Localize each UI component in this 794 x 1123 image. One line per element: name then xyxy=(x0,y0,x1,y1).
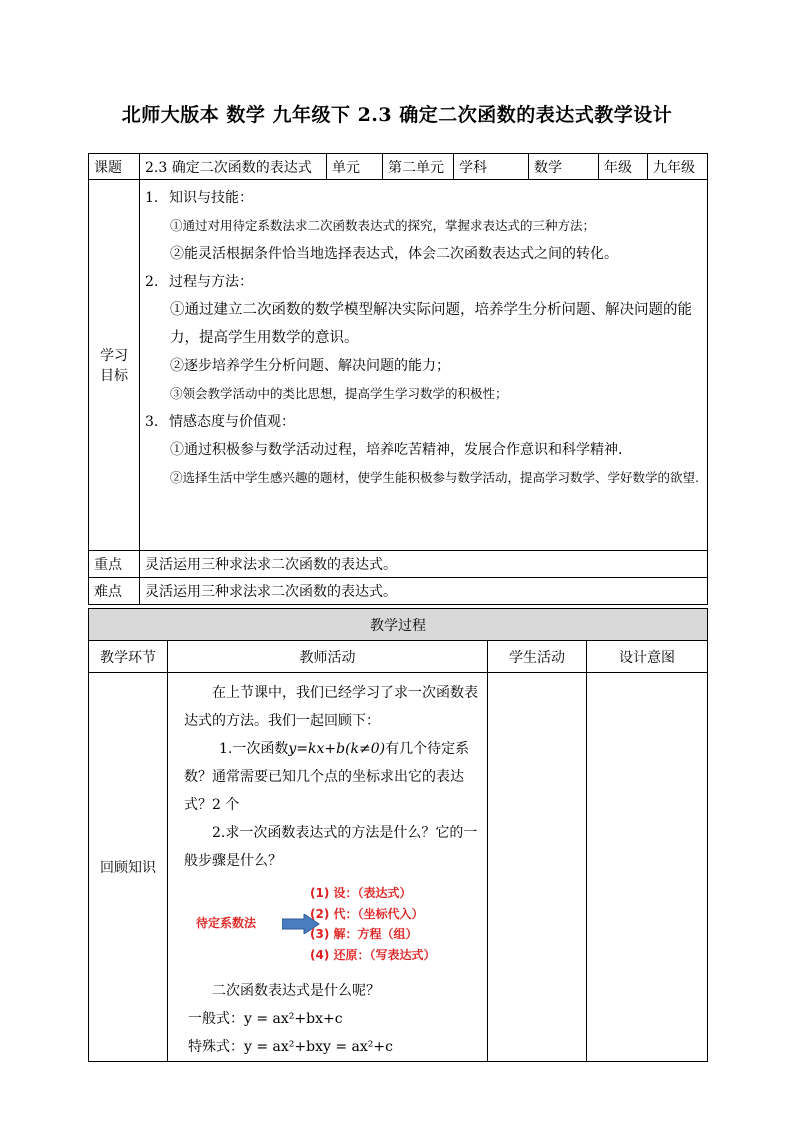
section-title: 情感态度与价值观： xyxy=(169,414,295,430)
col-intent: 设计意图 xyxy=(587,641,708,673)
difficulty-value: 灵活运用三种求法求二次函数的表达式。 xyxy=(140,578,708,605)
question-3: 二次函数表达式是什么呢？ xyxy=(212,983,380,999)
special-form-formula: y = ax²+bxy = ax²+c xyxy=(244,1039,393,1055)
objectives-content xyxy=(140,180,708,551)
stage-name: 回顾知识 xyxy=(89,673,168,1062)
method-label: 待定系数法 xyxy=(196,916,257,930)
unit-label: 单元 xyxy=(327,154,383,180)
col-teacher: 教师活动 xyxy=(168,641,488,673)
objective-item: ①通过对用待定系数法求二次函数表达式的探究，掌握求表达式的三种方法； xyxy=(170,218,596,233)
teacher-activity xyxy=(168,673,488,1062)
teaching-process-table xyxy=(88,608,708,1062)
lesson-label: 课题 xyxy=(89,154,140,180)
objective-item: ①通过建立二次函数的数学模型解决实际问题，培养学生分析问题、解决问题的能力，提高学生用数学的意识。 xyxy=(170,302,692,346)
special-form-label: 特殊式： xyxy=(188,1039,244,1055)
question-2: 2.求一次函数表达式的方法是什么？它的一般步骤是什么？ xyxy=(184,825,478,869)
key-point-label: 重点 xyxy=(89,551,140,578)
method-diagram xyxy=(184,883,481,971)
section-number: 3. xyxy=(145,414,159,430)
objective-section-1 xyxy=(140,184,707,212)
lesson-value: 2.3 确定二次函数的表达式 xyxy=(140,154,327,180)
objectives-label xyxy=(89,180,140,551)
key-point-row xyxy=(89,551,708,578)
intro-paragraph: 在上节课中，我们已经学习了求一次函数表达式的方法。我们一起回顾下： xyxy=(184,685,478,729)
process-title: 教学过程 xyxy=(89,609,708,641)
method-step: (4) 还原：（写表达式） xyxy=(310,947,436,962)
header-row xyxy=(89,154,708,180)
objective-item: ②逐步培养学生分析问题、解决问题的能力； xyxy=(170,358,450,374)
document-title: 北师大版本 数学 九年级下 2.3 确定二次函数的表达式教学设计 xyxy=(121,104,673,126)
method-step: (1) 设：（表达式） xyxy=(310,886,412,900)
general-form xyxy=(184,1005,481,1033)
question-1-rest: 有几个待定系数？通常需要已知几个点的坐标求出它的表达式？2 个 xyxy=(184,741,470,813)
objective-item: ①通过积极参与数学活动过程，培养吃苦精神，发展合作意识和科学精神. xyxy=(170,442,623,458)
special-form xyxy=(184,1033,481,1061)
design-intent xyxy=(587,673,708,1062)
section-number: 2. xyxy=(145,274,159,290)
process-title-row xyxy=(89,609,708,641)
grade-value: 九年级 xyxy=(648,154,708,180)
difficulty-row xyxy=(89,578,708,605)
col-student: 学生活动 xyxy=(488,641,587,673)
general-form-formula: y = ax²+bx+c xyxy=(244,1011,343,1027)
objective-section-3 xyxy=(140,408,707,436)
unit-value: 第二单元 xyxy=(383,154,454,180)
objective-item: ②能灵活根据条件恰当地选择表达式，体会二次函数表达式之间的转化。 xyxy=(170,246,618,262)
method-step: (3) 解：方程（组） xyxy=(310,927,418,941)
objectives-row xyxy=(89,180,708,551)
lesson-info-table xyxy=(88,153,708,605)
process-header-row xyxy=(89,641,708,673)
objectives-label-line2: 目标 xyxy=(100,368,128,384)
objective-section-2 xyxy=(140,268,707,296)
general-form-label: 一般式： xyxy=(188,1011,244,1027)
subject-value: 数学 xyxy=(529,154,599,180)
student-activity xyxy=(488,673,587,1062)
question-1 xyxy=(184,735,481,819)
linear-function-formula: y=kx+b(k≠0) xyxy=(288,741,386,757)
review-row xyxy=(89,673,708,1062)
section-number: 1. xyxy=(145,190,159,206)
question-1-lead: 1.一次函数 xyxy=(219,741,289,757)
grade-label: 年级 xyxy=(599,154,648,180)
objective-item: ③领会教学活动中的类比思想，提高学生学习数学的积极性； xyxy=(170,386,508,401)
objective-item: ②选择生活中学生感兴趣的题材，使学生能积极参与数学活动，提高学习数学、学好数学的欲望. xyxy=(170,470,699,485)
key-point-value: 灵活运用三种求法求二次函数的表达式。 xyxy=(140,551,708,578)
difficulty-label: 难点 xyxy=(89,578,140,605)
col-stage: 教学环节 xyxy=(89,641,168,673)
section-title: 知识与技能： xyxy=(169,190,253,206)
section-title: 过程与方法： xyxy=(169,274,253,290)
objectives-label-line1: 学习 xyxy=(100,348,128,364)
subject-label: 学科 xyxy=(454,154,529,180)
method-steps xyxy=(310,883,436,965)
method-step: (2) 代：（坐标代入） xyxy=(310,906,424,921)
